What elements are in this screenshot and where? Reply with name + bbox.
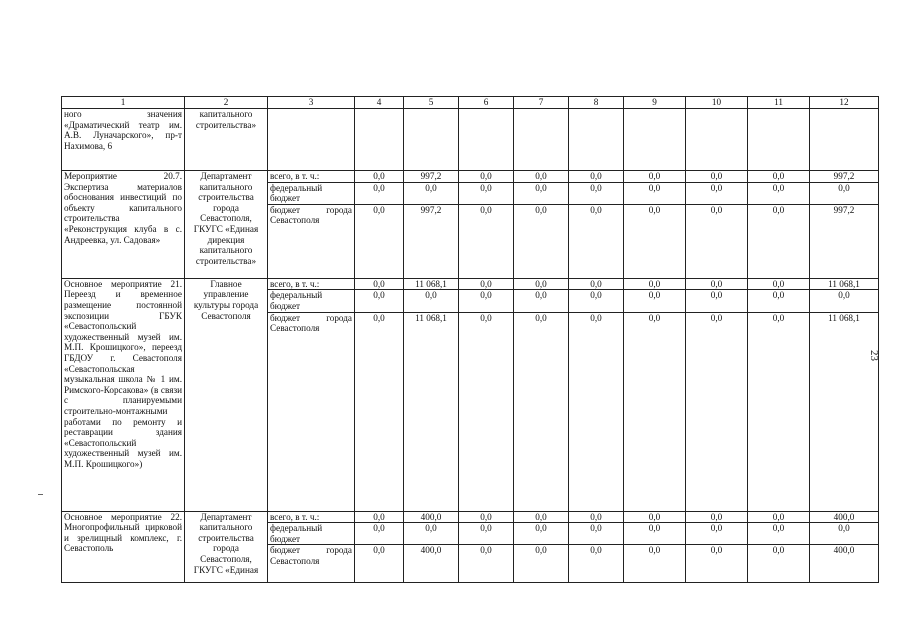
value-cell: 400,0 — [404, 545, 459, 583]
measure-name: Основное мероприятие 21. Переезд и временное размещение постоянной экспозиции ГБУК «Севастопольский художественный музей им. М.П. Крошицкого», переезд ГБДОУ г. Севастополя «Севастопольская музыкальная школа № 1 им. Римского-Корсакова» (в связи с планируемыми строительно-монтажными работами по ремонту и реставрации здания «Севастопольский художественный музей им. М.П. Крошицкого») — [62, 278, 185, 511]
value-cell: 0,0 — [624, 171, 686, 183]
value-cell: 0,0 — [355, 312, 404, 511]
value-cell: 0,0 — [569, 290, 624, 312]
value-cell — [686, 109, 748, 171]
value-cell: 0,0 — [686, 278, 748, 290]
value-cell: 0,0 — [355, 171, 404, 183]
executor: капитального строительства» — [185, 109, 268, 171]
budget-table — [61, 96, 879, 583]
value-cell: 0,0 — [569, 312, 624, 511]
value-cell: 0,0 — [355, 182, 404, 204]
column-number: 10 — [686, 97, 748, 109]
measure-name: Основное мероприятие 22. Многопрофильный цирковой и зрелищный комплекс, г. Севастополь — [62, 511, 185, 583]
value-cell — [810, 109, 879, 171]
value-cell — [459, 109, 514, 171]
column-number: 2 — [185, 97, 268, 109]
value-cell: 0,0 — [810, 290, 879, 312]
value-cell: 0,0 — [459, 278, 514, 290]
executor: Департамент капитального строительства города Севастополя, ГКУГС «Единая дирекция капитального строительства» — [185, 171, 268, 279]
value-cell: 0,0 — [404, 523, 459, 545]
funding-source: всего, в т. ч.: — [268, 511, 355, 523]
value-cell: 0,0 — [810, 523, 879, 545]
value-cell: 997,2 — [404, 171, 459, 183]
funding-source: федеральный бюджет — [268, 523, 355, 545]
value-cell: 0,0 — [686, 290, 748, 312]
value-cell: 0,0 — [569, 204, 624, 278]
value-cell: 0,0 — [686, 545, 748, 583]
value-cell: 0,0 — [514, 204, 569, 278]
value-cell: 0,0 — [748, 204, 810, 278]
value-cell: 0,0 — [748, 545, 810, 583]
value-cell: 400,0 — [810, 511, 879, 523]
table-row — [62, 511, 879, 523]
value-cell: 0,0 — [514, 312, 569, 511]
value-cell: 0,0 — [355, 545, 404, 583]
value-cell: 0,0 — [355, 523, 404, 545]
value-cell: 11 068,1 — [404, 312, 459, 511]
value-cell: 0,0 — [686, 171, 748, 183]
value-cell: 0,0 — [624, 290, 686, 312]
value-cell: 0,0 — [569, 523, 624, 545]
value-cell: 0,0 — [748, 523, 810, 545]
value-cell: 0,0 — [686, 511, 748, 523]
value-cell: 11 068,1 — [404, 278, 459, 290]
column-number: 3 — [268, 97, 355, 109]
column-number: 12 — [810, 97, 879, 109]
value-cell: 0,0 — [624, 278, 686, 290]
column-number: 8 — [569, 97, 624, 109]
scan-speck — [38, 494, 43, 495]
value-cell: 0,0 — [624, 511, 686, 523]
value-cell — [624, 109, 686, 171]
value-cell: 0,0 — [748, 511, 810, 523]
value-cell: 0,0 — [404, 182, 459, 204]
measure-name: ного значения «Драматический театр им. А.В. Луначарского», пр-т Нахимова, 6 — [62, 109, 185, 171]
value-cell: 0,0 — [569, 182, 624, 204]
value-cell — [404, 109, 459, 171]
value-cell: 0,0 — [686, 204, 748, 278]
funding-source: бюджет города Севастополя — [268, 312, 355, 511]
value-cell: 0,0 — [514, 545, 569, 583]
value-cell: 0,0 — [514, 171, 569, 183]
funding-source: федеральный бюджет — [268, 290, 355, 312]
value-cell: 0,0 — [569, 171, 624, 183]
executor: Департамент капитального строительства города Севастополя, ГКУГС «Единая — [185, 511, 268, 583]
value-cell: 0,0 — [569, 545, 624, 583]
value-cell: 0,0 — [514, 523, 569, 545]
value-cell: 0,0 — [569, 511, 624, 523]
value-cell: 0,0 — [624, 204, 686, 278]
value-cell: 0,0 — [514, 511, 569, 523]
value-cell: 0,0 — [459, 312, 514, 511]
value-cell — [355, 109, 404, 171]
column-number: 4 — [355, 97, 404, 109]
value-cell: 997,2 — [810, 204, 879, 278]
value-cell: 0,0 — [355, 278, 404, 290]
column-number: 6 — [459, 97, 514, 109]
funding-source: бюджет города Севастополя — [268, 204, 355, 278]
value-cell: 0,0 — [514, 182, 569, 204]
table-row — [62, 171, 879, 183]
table-row — [62, 278, 879, 290]
value-cell: 400,0 — [404, 511, 459, 523]
column-number: 5 — [404, 97, 459, 109]
value-cell: 997,2 — [404, 204, 459, 278]
value-cell: 0,0 — [514, 278, 569, 290]
value-cell: 0,0 — [624, 523, 686, 545]
funding-source: федеральный бюджет — [268, 182, 355, 204]
table-row — [62, 109, 879, 171]
value-cell: 0,0 — [810, 182, 879, 204]
column-number: 7 — [514, 97, 569, 109]
column-number-row — [62, 97, 879, 109]
value-cell: 0,0 — [404, 290, 459, 312]
value-cell: 0,0 — [459, 511, 514, 523]
page-number: 23 — [868, 350, 880, 361]
funding-source: бюджет города Севастополя — [268, 545, 355, 583]
value-cell — [514, 109, 569, 171]
column-number: 11 — [748, 97, 810, 109]
value-cell: 0,0 — [459, 290, 514, 312]
column-number: 1 — [62, 97, 185, 109]
value-cell: 0,0 — [355, 511, 404, 523]
value-cell: 0,0 — [748, 171, 810, 183]
value-cell — [748, 109, 810, 171]
value-cell: 0,0 — [748, 290, 810, 312]
funding-source: всего, в т. ч.: — [268, 278, 355, 290]
value-cell: 0,0 — [686, 312, 748, 511]
value-cell: 0,0 — [624, 182, 686, 204]
value-cell: 11 068,1 — [810, 312, 879, 511]
value-cell: 0,0 — [355, 204, 404, 278]
value-cell: 0,0 — [459, 182, 514, 204]
value-cell: 0,0 — [748, 312, 810, 511]
value-cell: 0,0 — [748, 278, 810, 290]
value-cell: 0,0 — [748, 182, 810, 204]
value-cell: 0,0 — [459, 545, 514, 583]
value-cell: 0,0 — [459, 204, 514, 278]
column-number: 9 — [624, 97, 686, 109]
value-cell: 0,0 — [569, 278, 624, 290]
value-cell: 0,0 — [459, 523, 514, 545]
value-cell: 0,0 — [624, 545, 686, 583]
value-cell — [569, 109, 624, 171]
funding-source — [268, 109, 355, 171]
value-cell: 0,0 — [355, 290, 404, 312]
value-cell: 0,0 — [624, 312, 686, 511]
value-cell: 0,0 — [686, 182, 748, 204]
value-cell: 0,0 — [514, 290, 569, 312]
funding-source: всего, в т. ч.: — [268, 171, 355, 183]
value-cell: 400,0 — [810, 545, 879, 583]
value-cell: 11 068,1 — [810, 278, 879, 290]
value-cell: 0,0 — [459, 171, 514, 183]
value-cell: 0,0 — [686, 523, 748, 545]
measure-name: Мероприятие 20.7. Экспертиза материалов обоснования инвестиций по объекту капитального строительства «Реконструкция клуба в с. Андреевка, ул. Садовая» — [62, 171, 185, 279]
executor: Главное управление культуры города Севастополя — [185, 278, 268, 511]
value-cell: 997,2 — [810, 171, 879, 183]
